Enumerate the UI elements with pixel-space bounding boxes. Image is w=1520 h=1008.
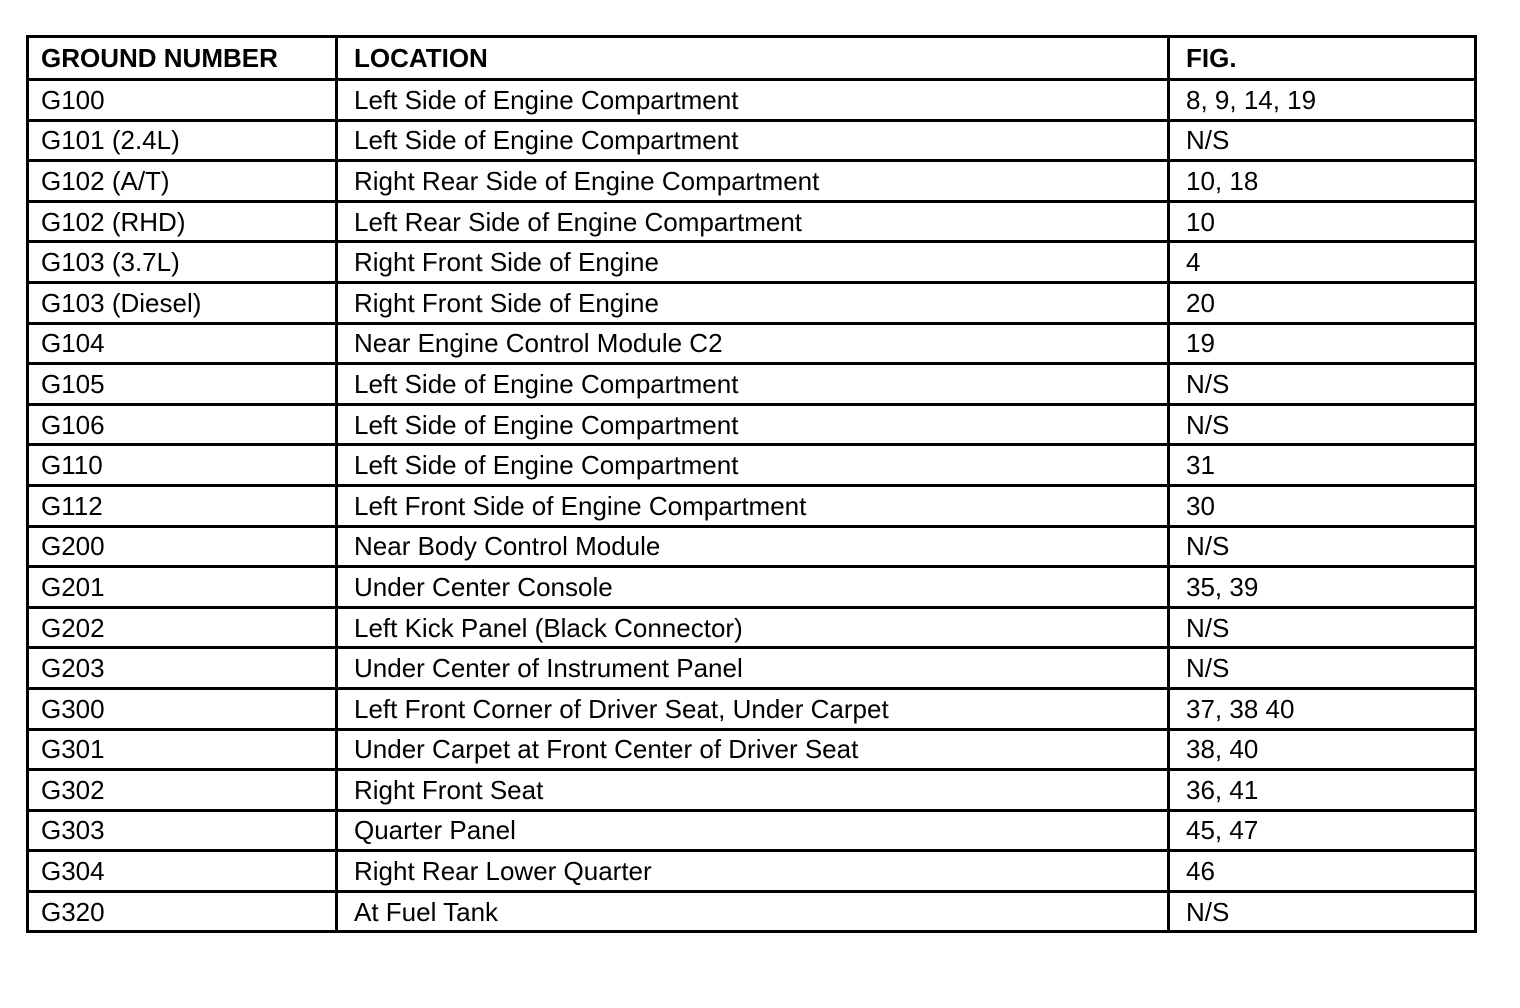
table-row: [28, 120, 1476, 161]
cell-ground-number: G112: [28, 485, 337, 526]
table-row: [28, 323, 1476, 364]
cell-ground-number: G320: [28, 891, 337, 932]
cell-ground-number: G106: [28, 404, 337, 445]
table-row: [28, 851, 1476, 892]
table-row: [28, 161, 1476, 202]
cell-location: Right Rear Lower Quarter: [337, 851, 1169, 892]
cell-fig: 30: [1169, 485, 1476, 526]
cell-location: Left Front Corner of Driver Seat, Under Carpet: [337, 688, 1169, 729]
cell-fig: 35, 39: [1169, 567, 1476, 608]
cell-location: Right Front Seat: [337, 770, 1169, 811]
table-row: [28, 891, 1476, 932]
table-row: [28, 729, 1476, 770]
cell-location: Near Body Control Module: [337, 526, 1169, 567]
cell-ground-number: G103 (Diesel): [28, 282, 337, 323]
cell-ground-number: G200: [28, 526, 337, 567]
cell-location: Left Side of Engine Compartment: [337, 404, 1169, 445]
cell-ground-number: G103 (3.7L): [28, 242, 337, 283]
cell-fig: 8, 9, 14, 19: [1169, 80, 1476, 121]
cell-location: Quarter Panel: [337, 810, 1169, 851]
cell-location: Left Side of Engine Compartment: [337, 364, 1169, 405]
cell-ground-number: G105: [28, 364, 337, 405]
cell-ground-number: G100: [28, 80, 337, 121]
cell-fig: N/S: [1169, 648, 1476, 689]
cell-location: At Fuel Tank: [337, 891, 1169, 932]
cell-location: Left Rear Side of Engine Compartment: [337, 201, 1169, 242]
table-row: [28, 404, 1476, 445]
cell-fig: N/S: [1169, 364, 1476, 405]
cell-ground-number: G302: [28, 770, 337, 811]
table-row: [28, 688, 1476, 729]
cell-fig: 10, 18: [1169, 161, 1476, 202]
table-row: [28, 607, 1476, 648]
header-ground-number: GROUND NUMBER: [28, 37, 337, 80]
table-row: [28, 201, 1476, 242]
table-row: [28, 810, 1476, 851]
cell-ground-number: G300: [28, 688, 337, 729]
cell-ground-number: G304: [28, 851, 337, 892]
cell-fig: 37, 38 40: [1169, 688, 1476, 729]
table-row: [28, 485, 1476, 526]
table-row: [28, 282, 1476, 323]
cell-location: Near Engine Control Module C2: [337, 323, 1169, 364]
table-row: [28, 526, 1476, 567]
cell-location: Under Carpet at Front Center of Driver Seat: [337, 729, 1169, 770]
header-location: LOCATION: [337, 37, 1169, 80]
header-fig: FIG.: [1169, 37, 1476, 80]
cell-fig: 46: [1169, 851, 1476, 892]
cell-ground-number: G202: [28, 607, 337, 648]
cell-ground-number: G104: [28, 323, 337, 364]
cell-location: Left Side of Engine Compartment: [337, 80, 1169, 121]
cell-fig: 20: [1169, 282, 1476, 323]
cell-ground-number: G201: [28, 567, 337, 608]
cell-fig: N/S: [1169, 120, 1476, 161]
table-row: [28, 770, 1476, 811]
table-header-row: [28, 37, 1476, 80]
cell-location: Right Front Side of Engine: [337, 282, 1169, 323]
cell-fig: 10: [1169, 201, 1476, 242]
cell-fig: N/S: [1169, 526, 1476, 567]
cell-ground-number: G110: [28, 445, 337, 486]
cell-location: Under Center Console: [337, 567, 1169, 608]
table-row: [28, 567, 1476, 608]
cell-fig: 31: [1169, 445, 1476, 486]
cell-ground-number: G101 (2.4L): [28, 120, 337, 161]
cell-fig: N/S: [1169, 404, 1476, 445]
cell-location: Under Center of Instrument Panel: [337, 648, 1169, 689]
cell-location: Left Side of Engine Compartment: [337, 445, 1169, 486]
table-row: [28, 80, 1476, 121]
cell-ground-number: G203: [28, 648, 337, 689]
cell-ground-number: G102 (RHD): [28, 201, 337, 242]
table-row: [28, 648, 1476, 689]
table-row: [28, 364, 1476, 405]
cell-fig: N/S: [1169, 607, 1476, 648]
cell-location: Left Front Side of Engine Compartment: [337, 485, 1169, 526]
cell-location: Right Front Side of Engine: [337, 242, 1169, 283]
cell-ground-number: G301: [28, 729, 337, 770]
cell-fig: N/S: [1169, 891, 1476, 932]
cell-ground-number: G303: [28, 810, 337, 851]
table-row: [28, 445, 1476, 486]
table-row: [28, 242, 1476, 283]
ground-location-table: [26, 35, 1477, 933]
cell-fig: 38, 40: [1169, 729, 1476, 770]
cell-fig: 36, 41: [1169, 770, 1476, 811]
cell-fig: 4: [1169, 242, 1476, 283]
table-body: [28, 80, 1476, 932]
cell-location: Left Kick Panel (Black Connector): [337, 607, 1169, 648]
cell-fig: 45, 47: [1169, 810, 1476, 851]
cell-location: Left Side of Engine Compartment: [337, 120, 1169, 161]
cell-location: Right Rear Side of Engine Compartment: [337, 161, 1169, 202]
cell-fig: 19: [1169, 323, 1476, 364]
cell-ground-number: G102 (A/T): [28, 161, 337, 202]
